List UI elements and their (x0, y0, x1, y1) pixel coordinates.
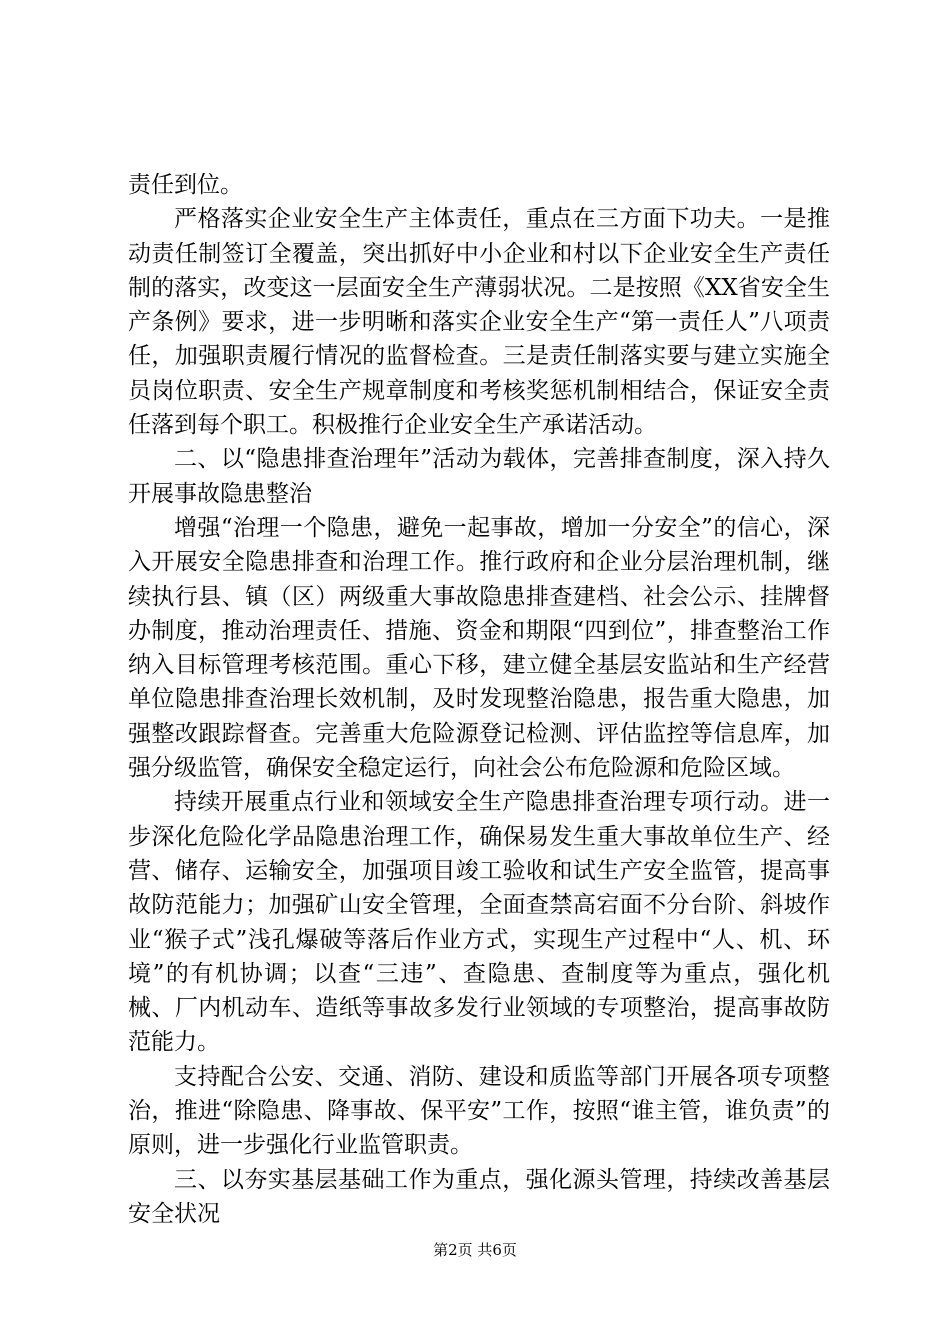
section-heading-3: 三、以夯实基层基础工作为重点，强化源头管理，持续改善基层安全状况 (128, 1166, 830, 1227)
paragraph-2: 严格落实企业安全生产主体责任，重点在三方面下功夫。一是推动责任制签订全覆盖，突出抓好中小企业和村以下企业安全生产责任制的落实，改变这一层面安全生产薄弱状况。二是按照《XX省安全生产条例》要求，进一步明晰和落实企业安全生产“第一责任人”八项责任，加强职责履行情况的监督检查。三是责任制落实要与建立实施全员岗位职责、安全生产规章制度和考核奖惩机制相结合，保证安全责任落到每个职工。积极推行企业安全生产承诺活动。 (128, 206, 830, 439)
paragraph-5: 支持配合公安、交通、消防、建设和质监等部门开展各项专项整治，推进“除隐患、降事故、保平安”工作，按照“谁主管，谁负责”的原则，进一步强化行业监管职责。 (128, 1063, 830, 1159)
paragraph-4: 持续开展重点行业和领域安全生产隐患排查治理专项行动。进一步深化危险化学品隐患治理工作，确保易发生重大事故单位生产、经营、储存、运输安全，加强项目竣工验收和试生产安全监管，提高事故防范能力；加强矿山安全管理，全面查禁高宕面不分台阶、斜坡作业“猴子式”浅孔爆破等落后作业方式，实现生产过程中“人、机、环境”的有机协调；以查“三违”、查隐患、查制度等为重点，强化机械、厂内机动车、造纸等事故多发行业领域的专项整治，提高事故防范能力。 (128, 789, 830, 1056)
document-body (128, 168, 830, 1231)
page-footer (0, 1240, 950, 1260)
paragraph-3: 增强“治理一个隐患，避免一起事故，增加一分安全”的信心，深入开展安全隐患排查和治理工作。推行政府和企业分层治理机制，继续执行县、镇（区）两级重大事故隐患排查建档、社会公示、挂牌督办制度，推动治理责任、措施、资金和期限“四到位”，排查整治工作纳入目标管理考核范围。重心下移，建立健全基层安监站和生产经营单位隐患排查治理长效机制，及时发现整治隐患，报告重大隐患，加强整改跟踪督查。完善重大危险源登记检测、评估监控等信息库，加强分级监管，确保安全稳定运行，向社会公布危险源和危险区域。 (128, 514, 830, 782)
section-heading-2: 二、以“隐患排查治理年”活动为载体，完善排查制度，深入持久开展事故隐患整治 (128, 446, 830, 507)
page-number: 第2页 共6页 (433, 1241, 517, 1259)
paragraph-1: 责任到位。 (128, 172, 243, 198)
